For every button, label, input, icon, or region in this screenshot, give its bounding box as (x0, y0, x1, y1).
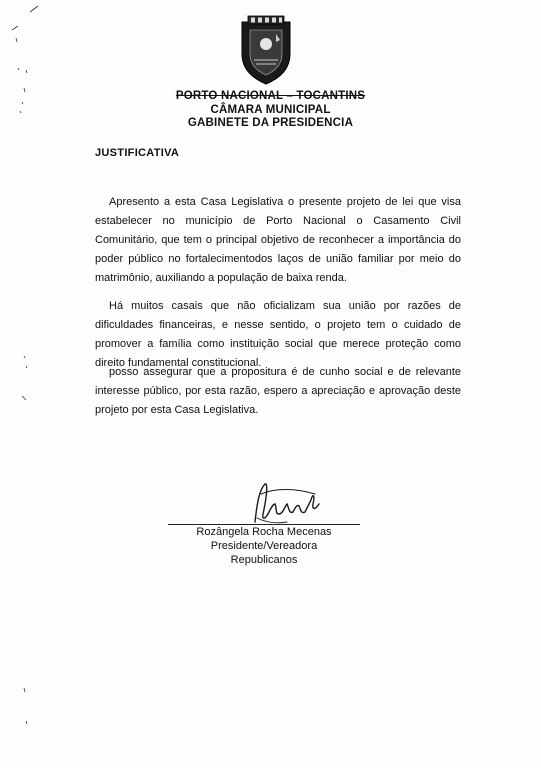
paragraph-3 (95, 363, 461, 420)
institution-line: CÂMARA MUNICIPAL (210, 103, 331, 116)
coat-of-arms-icon (236, 14, 296, 86)
paragraph-1-text: Apresento a esta Casa Legislativa o presente projeto de lei que visa estabelecer no município de Porto Nacional o Casamento Civil Comunitário, que tem o principal objetivo de reconhecer a importância do poder público no fortalecimentodos laços de união familiar por meio do matrimônio, auxiliando a população de baixa renda. (95, 196, 461, 284)
section-title: JUSTIFICATIVA (95, 147, 180, 159)
signatory-party: Republicanos (230, 554, 298, 566)
paragraph-1 (95, 193, 461, 288)
scan-margin-marks (0, 0, 40, 768)
paragraph-2-text: Há muitos casais que não oficializam sua união por razões de dificuldades financeiras, e nesse sentido, o projeto tem o cuidado de promover a família como instituição social que merece proteção como direito fundamental constitucional. (95, 300, 461, 369)
city-state-line: PORTO NACIONAL – TOCANTINS (175, 90, 366, 102)
letterhead (0, 90, 541, 131)
signatory-name: Rozângela Rocha Mecenas (196, 526, 332, 538)
paragraph-3-text: posso assegurar que a propositura é de cunho social e de relevante interesse público, por esta razão, espero a apreciação e aprovação deste projeto por esta Casa Legislativa. (95, 366, 461, 416)
paragraph-2 (95, 297, 461, 373)
signatory-role: Presidente/Vereadora (210, 540, 318, 552)
signatory-block (168, 525, 360, 567)
handwritten-signature-icon (235, 474, 335, 530)
office-line: GABINETE DA PRESIDENCIA (187, 117, 354, 129)
